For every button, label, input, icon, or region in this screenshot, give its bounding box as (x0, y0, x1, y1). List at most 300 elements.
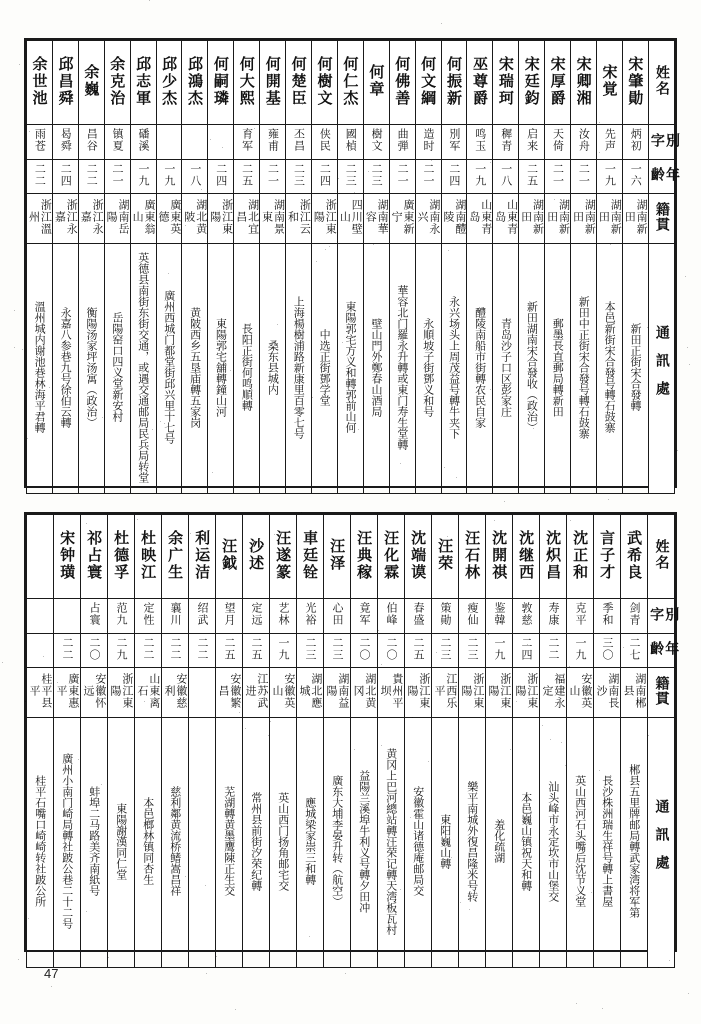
paper-speck (43, 656, 44, 657)
entry-origin (104, 193, 130, 243)
entry-origin-text: 浙江溫州 (27, 198, 53, 235)
entry-address (622, 244, 648, 494)
entry-name (78, 41, 104, 125)
entry-origin (545, 193, 571, 243)
paper-speck (358, 429, 359, 430)
entry-age-text: 一九 (137, 162, 151, 187)
entry-name (432, 515, 459, 599)
entry-origin (234, 193, 260, 243)
paper-speck (490, 389, 491, 390)
entry-address-text: 溫州城内谢池巷林海平君轉 (33, 301, 47, 434)
paper-speck (61, 535, 62, 536)
entry-origin (270, 667, 297, 717)
paper-speck (400, 700, 401, 701)
entry-address (182, 244, 208, 494)
paper-speck (378, 630, 379, 631)
registry-table-bottom (24, 512, 680, 952)
entry-address-text: 中选正街鄧学堂 (318, 328, 332, 406)
entry-age (216, 633, 243, 667)
entry-address (234, 244, 260, 494)
entry-name-text: 宋肇勛 (626, 55, 645, 107)
entry-origin-text: 湖南景東 (260, 198, 286, 235)
entry-zi-text: 先声 (603, 128, 617, 153)
entry-origin-text: 湖南醴陵 (441, 198, 467, 235)
entry-name-text: 武希良 (625, 529, 644, 581)
entry-name-text: 汪遂篆 (274, 529, 293, 581)
paper-speck (554, 199, 555, 200)
entry-age-text: 二二 (546, 636, 560, 661)
entry-age-text: 三〇 (600, 636, 614, 661)
paper-speck (222, 147, 223, 148)
column-header-text: 通訊處 (653, 325, 670, 410)
paper-speck (494, 520, 495, 521)
table-row-age (27, 159, 675, 193)
entry-name-text: 杜映江 (139, 529, 158, 581)
entry-origin (130, 193, 156, 243)
entry-age-text: 二一 (577, 162, 591, 187)
paper-speck (409, 228, 410, 229)
entry-age-text: 二三 (330, 636, 344, 661)
entry-name (486, 515, 513, 599)
paper-speck (436, 652, 437, 653)
paper-speck (599, 770, 600, 771)
entry-address (27, 718, 54, 968)
paper-speck (29, 131, 30, 132)
entry-zi (311, 125, 337, 159)
entry-age (270, 633, 297, 667)
entry-name (493, 41, 519, 125)
entry-address (415, 244, 441, 494)
entry-name (189, 515, 216, 599)
entry-address-text: 新田湖南宋合發收（政治） (525, 301, 539, 434)
entry-address-text: 廣东大埔李晏升转（航空） (330, 775, 344, 908)
entry-age (545, 159, 571, 193)
entry-name (567, 515, 594, 599)
entry-name-text: 利运洁 (193, 529, 212, 581)
column-header-text: 姓名 (653, 65, 670, 97)
entry-zi-text: 春盛 (411, 602, 425, 627)
paper-speck (509, 404, 510, 405)
paper-speck (63, 920, 64, 921)
entry-age-text: 二五 (249, 636, 263, 661)
entry-zi-text: 鉴韓 (492, 602, 506, 627)
entry-name (243, 515, 270, 599)
entry-address-text: 安徽霍山诸德庵邮局交 (411, 786, 425, 897)
column-header-text: 年齡 (648, 641, 680, 657)
entry-age (486, 633, 513, 667)
paper-speck (504, 501, 505, 502)
paper-speck (338, 178, 339, 179)
entry-zi (363, 125, 389, 159)
entry-origin (519, 193, 545, 243)
column-header-text: 別字 (648, 606, 680, 622)
entry-age-text: 一八 (188, 162, 202, 187)
entry-origin-text: 廣東翁山 (131, 198, 156, 235)
entry-origin-text: 湖北黄冈 (352, 672, 377, 709)
entry-zi (27, 125, 53, 159)
entry-age (189, 633, 216, 667)
paper-speck (57, 682, 58, 683)
paper-speck (230, 370, 231, 371)
entry-address (54, 718, 81, 968)
entry-origin-text: 湖南新田 (623, 198, 649, 235)
column-header-age (648, 633, 680, 667)
entry-name-text: 邱志軍 (134, 55, 153, 107)
entry-origin-text: 湖南新田 (571, 198, 597, 235)
entry-zi-text: 光裕 (303, 602, 317, 627)
registry-table (26, 40, 680, 494)
entry-address-text: 郵墨長直郵局轉新田 (551, 317, 565, 417)
paper-speck (381, 664, 382, 665)
entry-zi-text: 启来 (525, 128, 539, 153)
paper-speck (102, 417, 103, 418)
entry-age-text: 二二 (195, 636, 209, 661)
entry-origin (81, 667, 108, 717)
entry-age-text: 二五 (525, 162, 539, 187)
entry-zi (378, 599, 405, 633)
entry-zi (260, 125, 286, 159)
entry-origin (27, 193, 53, 243)
paper-speck (101, 784, 102, 785)
entry-address (519, 244, 545, 494)
entry-name-text: 何佛善 (393, 55, 412, 107)
paper-speck (316, 261, 317, 262)
entry-age-text: 一八 (499, 162, 513, 187)
paper-speck (185, 225, 186, 226)
entry-zi (78, 125, 104, 159)
entry-name (389, 41, 415, 125)
table-row-zi (27, 599, 675, 633)
entry-origin (571, 193, 597, 243)
entry-origin (297, 667, 324, 717)
entry-address-text: 新田中正街宋合發号轉石鼓寨 (577, 295, 591, 439)
entry-origin (596, 193, 622, 243)
entry-address-text: 蚌埠二马路美齐南紙号 (87, 786, 101, 897)
paper-speck (201, 189, 202, 190)
entry-age (596, 159, 622, 193)
entry-name (594, 515, 621, 599)
entry-address-text: 郴县五里牌邮局轉武家湾将军第 (627, 764, 641, 919)
entry-zi-text: 剑青 (627, 602, 641, 627)
entry-name (459, 515, 486, 599)
entry-age (108, 633, 135, 667)
paper-speck (152, 429, 153, 430)
entry-origin (389, 193, 415, 243)
entry-address-text: 黄冈上巴河總站轉汪荣记轉天湾板瓦村 (384, 747, 398, 935)
entry-address (243, 718, 270, 968)
entry-name-text: 祁占寰 (85, 529, 104, 581)
entry-origin-text: 山東青岛 (493, 198, 519, 235)
entry-age-text: 二〇 (384, 636, 398, 661)
paper-speck (677, 450, 678, 451)
entry-zi-text: 定性 (141, 602, 155, 627)
entry-address-text: 醴陵南船市街轉农民自家 (473, 306, 487, 428)
entry-zi (467, 125, 493, 159)
paper-speck (451, 857, 452, 858)
entry-zi-text: 瘦仙 (465, 602, 479, 627)
entry-origin-text: 貴州平坝 (379, 672, 404, 709)
entry-name (324, 515, 351, 599)
entry-zi-text: 侠民 (318, 128, 332, 153)
entry-age (78, 159, 104, 193)
entry-zi (486, 599, 513, 633)
paper-speck (400, 889, 401, 890)
paper-speck (665, 79, 666, 80)
paper-speck (472, 567, 473, 568)
entry-name-text: 何振新 (445, 55, 464, 107)
entry-age (389, 159, 415, 193)
entry-address (596, 244, 622, 494)
entry-zi (234, 125, 260, 159)
entry-address (540, 718, 567, 968)
entry-zi-text: 克平 (573, 602, 587, 627)
paper-speck (106, 598, 107, 599)
paper-speck (392, 569, 393, 570)
paper-speck (25, 701, 26, 702)
paper-speck (669, 960, 670, 961)
paper-speck (576, 530, 577, 531)
entry-name-text: 汪典稼 (355, 529, 374, 581)
paper-speck (160, 421, 161, 422)
paper-speck (49, 387, 50, 388)
paper-speck (345, 973, 346, 974)
paper-speck (309, 936, 310, 937)
entry-zi (567, 599, 594, 633)
paper-speck (137, 519, 138, 520)
entry-name (467, 41, 493, 125)
entry-address-text: 東陽謝漢同仁堂 (114, 802, 128, 880)
paper-speck (329, 246, 330, 247)
column-header-name (648, 41, 674, 125)
entry-name-text: 余世池 (30, 55, 49, 107)
column-header-address (648, 244, 674, 494)
entry-name (311, 41, 337, 125)
paper-speck (599, 122, 600, 123)
entry-origin-text: 山東青岛 (467, 198, 493, 235)
entry-address (493, 244, 519, 494)
paper-speck (516, 701, 517, 702)
entry-address-text: 英德县南街东街交通，或遇交通邮局民兵局转堂 (136, 251, 150, 483)
entry-address (78, 244, 104, 494)
entry-name (286, 41, 312, 125)
entry-zi-text: 策勛 (438, 602, 452, 627)
column-header-text: 籍貫 (653, 675, 670, 706)
entry-name-text: 宋钟璜 (58, 529, 77, 581)
entry-zi-text: 天倚 (551, 128, 565, 153)
entry-address (108, 718, 135, 968)
entry-origin-text: 湖北應城 (298, 672, 323, 709)
entry-age-text: 二一 (421, 162, 435, 187)
entry-name (519, 41, 545, 125)
entry-age (324, 633, 351, 667)
entry-address-text: 衡陽汤家坪汤寓（政治） (84, 306, 98, 428)
entry-age (297, 633, 324, 667)
paper-speck (141, 380, 142, 381)
paper-speck (250, 879, 251, 880)
entry-zi (540, 599, 567, 633)
entry-address (286, 244, 312, 494)
entry-name-text: 何仁杰 (341, 55, 360, 107)
entry-origin (351, 667, 378, 717)
paper-speck (325, 249, 326, 250)
entry-age (311, 159, 337, 193)
entry-name (621, 515, 648, 599)
paper-speck (268, 735, 269, 736)
paper-speck (274, 534, 275, 535)
paper-speck (277, 324, 278, 325)
entry-name-text: 汪化霖 (382, 529, 401, 581)
entry-zi-text: 艺林 (276, 602, 290, 627)
paper-speck (460, 902, 461, 903)
entry-name-text: 何開基 (263, 55, 282, 107)
paper-speck (638, 540, 639, 541)
entry-address (378, 718, 405, 968)
entry-name (27, 41, 53, 125)
paper-speck (456, 477, 457, 478)
paper-speck (373, 244, 374, 245)
paper-speck (576, 1003, 577, 1004)
entry-origin-text: 浙江東陽 (208, 198, 234, 235)
paper-speck (381, 745, 382, 746)
entry-age (567, 633, 594, 667)
paper-speck (168, 273, 169, 274)
entry-address-text: 永順坡子街鄧义和号 (421, 317, 435, 417)
entry-age-text: 二二 (168, 636, 182, 661)
paper-speck (687, 347, 688, 348)
entry-age (162, 633, 189, 667)
entry-name (108, 515, 135, 599)
paper-speck (441, 23, 442, 24)
entry-origin-text: 浙江云和 (286, 198, 312, 235)
entry-zi-text: 伯峰 (384, 602, 398, 627)
entry-zi-text: 心田 (330, 602, 344, 627)
entry-age-text: 二三 (438, 636, 452, 661)
entry-zi-text: 育军 (240, 128, 254, 153)
paper-speck (38, 213, 39, 214)
paper-speck (312, 397, 313, 398)
table-row-origin (27, 193, 675, 243)
paper-speck (28, 918, 29, 919)
entry-origin (467, 193, 493, 243)
paper-speck (608, 499, 609, 500)
entry-name-text: 巫尊爵 (470, 55, 489, 107)
column-header-text: 通訊處 (653, 799, 670, 884)
entry-address-text: 應城梁家崇三和轉 (303, 797, 317, 886)
entry-name-text: 宋廷鈞 (522, 55, 541, 107)
paper-speck (580, 552, 581, 553)
paper-speck (469, 909, 470, 910)
table-row-address (27, 244, 675, 494)
entry-zi-text: 襄川 (168, 602, 182, 627)
entry-address-text: 永嘉八参巷九号徐伯云轉 (59, 306, 73, 428)
paper-speck (368, 171, 369, 172)
entry-zi-text: 镇夏 (111, 128, 125, 153)
entry-address (405, 718, 432, 968)
entry-address (104, 244, 130, 494)
entry-address-text: 英山西河石头嘴后沈节义堂 (573, 775, 587, 908)
paper-speck (36, 902, 37, 903)
entry-zi-text: 范九 (114, 602, 128, 627)
entry-address (270, 718, 297, 968)
entry-age-text: 一九 (162, 162, 176, 187)
entry-origin (54, 667, 81, 717)
entry-address (351, 718, 378, 968)
entry-age (260, 159, 286, 193)
entry-origin (493, 193, 519, 243)
entry-zi-text: 汝舟 (577, 128, 591, 153)
entry-name (135, 515, 162, 599)
entry-age-text: 一九 (276, 636, 290, 661)
entry-zi (27, 599, 54, 633)
paper-speck (185, 876, 186, 877)
paper-speck (526, 824, 527, 825)
entry-name-text: 余克治 (108, 55, 127, 107)
paper-speck (412, 717, 413, 718)
entry-zi-text: 曷舜 (59, 128, 73, 153)
entry-origin-text: 浙江永嘉 (53, 198, 79, 235)
paper-speck (205, 885, 206, 886)
paper-speck (164, 423, 165, 424)
table-row-names (27, 41, 675, 125)
entry-address (324, 718, 351, 968)
entry-name (104, 41, 130, 125)
entry-address-text: 黄陂西乡五垦庙轉五家岗 (188, 306, 202, 428)
entry-address (486, 718, 513, 968)
paper-speck (354, 192, 355, 193)
paper-speck (527, 644, 528, 645)
entry-zi (621, 599, 648, 633)
entry-age-text: 二五 (411, 636, 425, 661)
entry-address-text: 廣州西城门都堂街邱兴里十七号 (162, 290, 176, 445)
entry-age (493, 159, 519, 193)
entry-name-text: 沈炽昌 (544, 529, 563, 581)
entry-zi (324, 599, 351, 633)
entry-address (189, 718, 216, 968)
entry-zi (596, 125, 622, 159)
entry-age-text: 二三 (292, 162, 306, 187)
entry-age-text: 二四 (519, 636, 533, 661)
entry-age-text: 一九 (573, 636, 587, 661)
entry-zi (441, 125, 467, 159)
entry-name (234, 41, 260, 125)
entry-address (363, 244, 389, 494)
entry-zi-text: 雍甫 (266, 128, 280, 153)
entry-age (208, 159, 234, 193)
entry-age (519, 159, 545, 193)
entry-zi (493, 125, 519, 159)
entry-address-text: 上海楊樹浦路新康里百零七号 (292, 295, 306, 439)
entry-zi-text: 寿康 (546, 602, 560, 627)
entry-zi (389, 125, 415, 159)
entry-name (52, 41, 78, 125)
paper-speck (623, 647, 624, 648)
entry-zi-text: 雨苍 (33, 128, 47, 153)
entry-address (311, 244, 337, 494)
entry-age-text: 一九 (492, 636, 506, 661)
entry-zi (337, 125, 363, 159)
entry-address (389, 244, 415, 494)
entry-age (459, 633, 486, 667)
entry-zi (351, 599, 378, 633)
entry-address (567, 718, 594, 968)
paper-speck (18, 959, 19, 960)
entry-age-text: 二四 (59, 162, 73, 187)
entry-name-text: 沈開祺 (490, 529, 509, 581)
paper-speck (108, 957, 109, 958)
paper-speck (688, 993, 689, 994)
entry-name (130, 41, 156, 125)
entry-address-text: 慈利鄰黄流桥鳍嵩昌祥 (168, 786, 182, 897)
